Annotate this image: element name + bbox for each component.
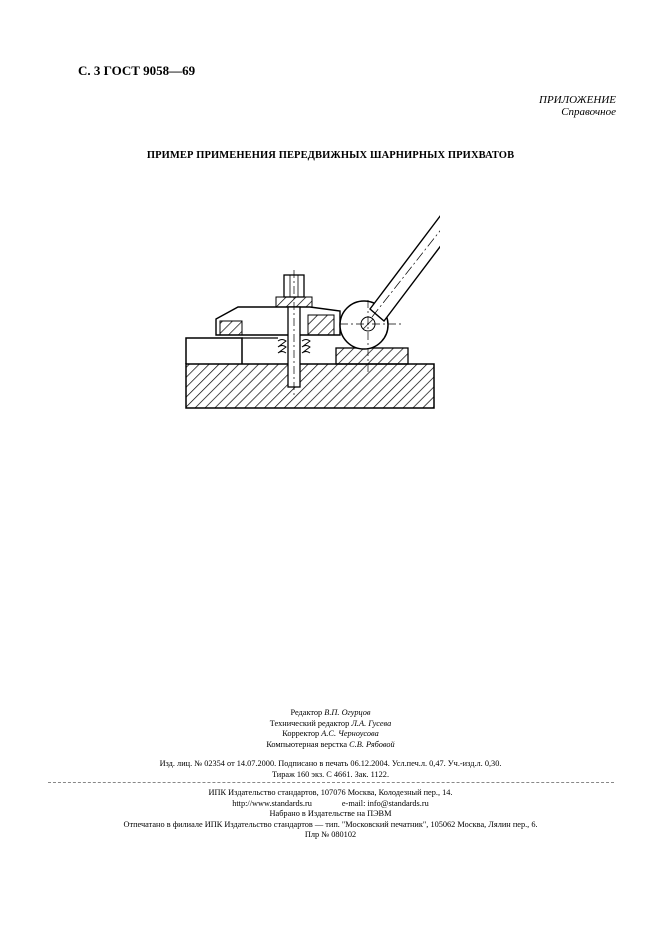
plr-number: Плр № 080102	[304, 830, 357, 839]
credit-role: Компьютерная верстка	[266, 739, 348, 749]
editorial-credits	[0, 708, 661, 750]
typeset-note: Набрано в Издательстве на ПЭВМ	[269, 809, 392, 818]
credit-line	[0, 729, 661, 740]
credit-name: А.С. Черноусова	[321, 729, 379, 738]
publication-line-2: Тираж 160 экз. С 4661. Зак. 1122.	[271, 769, 390, 779]
divider	[48, 782, 614, 783]
figure-title: ПРИМЕР ПРИМЕНЕНИЯ ПЕРЕДВИЖНЫХ ШАРНИРНЫХ ПРИХВАТОВ	[146, 150, 515, 161]
page-header: С. 3 ГОСТ 9058—69	[78, 63, 196, 78]
credit-role: Технический редактор	[269, 718, 350, 728]
printed-note: Отпечатано в филиале ИПК Издательство стандартов — тип. "Московский печатник", 105062 Москва, Лялин пер., 6.	[123, 819, 538, 829]
publisher-address: ИПК Издательство стандартов, 107076 Москва, Колодезный пер., 14.	[208, 788, 453, 797]
appendix-title: ПРИЛОЖЕНИЕ	[539, 94, 616, 106]
credit-line	[0, 719, 661, 730]
credit-role: Корректор	[282, 729, 320, 738]
credit-name: Л.А. Гусева	[351, 718, 392, 728]
contact-line	[0, 799, 661, 810]
email-link[interactable]: e-mail: info@standards.ru	[341, 798, 429, 808]
website-link[interactable]: http://www.standards.ru	[232, 798, 312, 808]
credit-line	[0, 708, 661, 719]
credit-name: В.П. Огурцов	[324, 708, 371, 717]
credit-role: Редактор	[290, 708, 323, 717]
appendix-label	[539, 94, 616, 118]
credit-name: С.В. Рябовой	[349, 739, 395, 749]
clamp-drawing	[180, 175, 440, 415]
publication-info	[0, 759, 661, 780]
printing-info	[0, 788, 661, 841]
credit-line	[0, 740, 661, 751]
appendix-note: Справочное	[561, 106, 616, 118]
publication-line-1: Изд. лиц. № 02354 от 14.07.2000. Подписано в печать 06.12.2004. Усл.печ.л. 0,47. Уч.-изд.л. 0,30.	[159, 759, 502, 768]
